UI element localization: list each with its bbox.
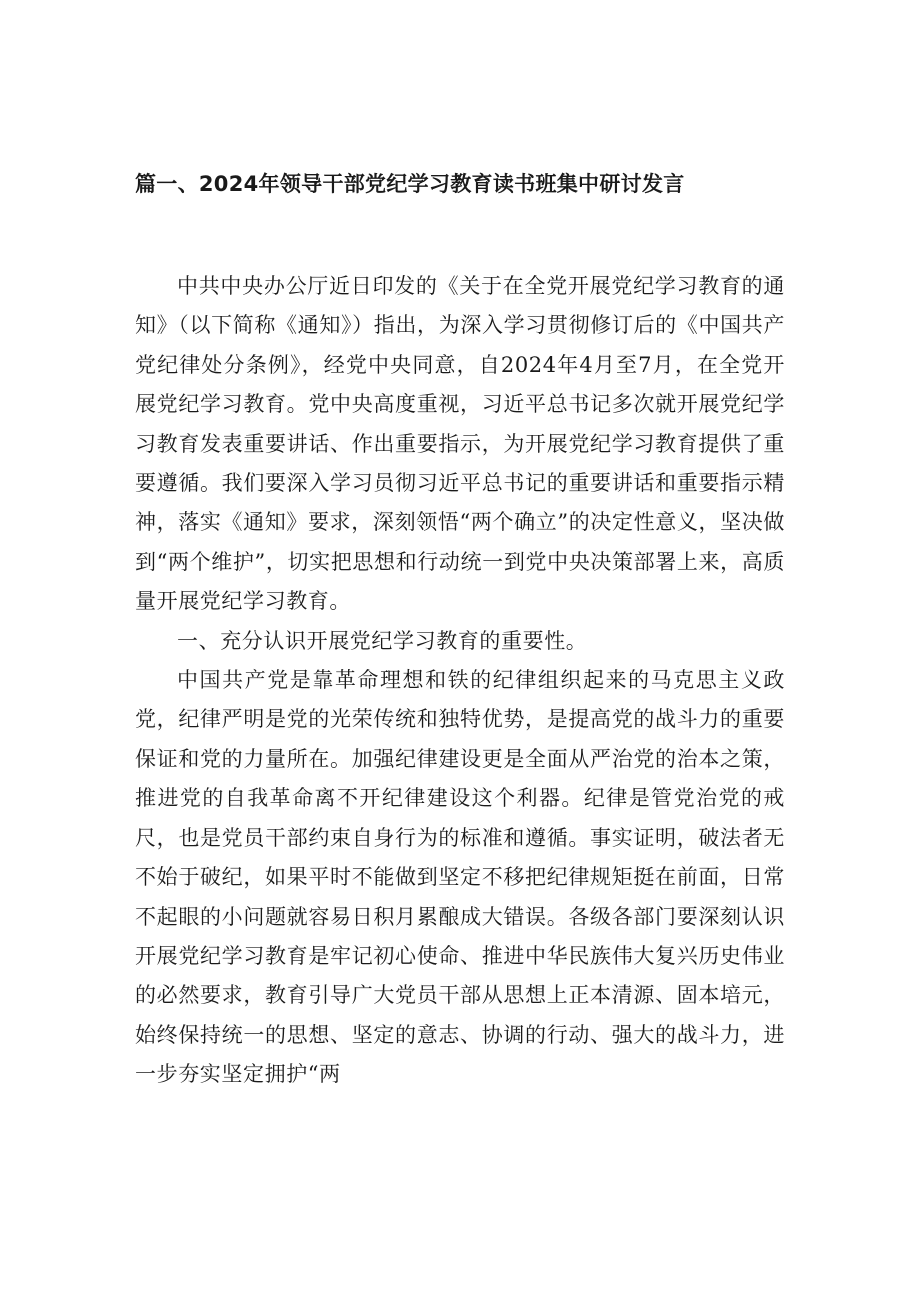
section-heading-1: 一、充分认识开展党纪学习教育的重要性。	[177, 628, 588, 653]
document-title: 篇一、2024年领导干部党纪学习教育读书班集中研讨发言	[135, 172, 685, 196]
document-body	[135, 267, 785, 1095]
paragraph-section-1: 中国共产党是靠革命理想和铁的纪律组织起来的马克思主义政党，纪律严明是党的光荣传统和独特优势，是提高党的战斗力的重要保证和党的力量所在。加强纪律建设更是全面从严治党的治本之策，推进党的自我革命离不开纪律建设这个利器。纪律是管党治党的戒尺，也是党员干部约束自身行为的标准和遵循。事实证明，破法者无不始于破纪，如果平时不能做到坚定不移把纪律规矩挺在前面，日常不起眼的小问题就容易日积月累酿成大错误。各级各部门要深刻认识开展党纪学习教育是牢记初心使命、推进中华民族伟大复兴历史伟业的必然要求，教育引导广大党员干部从思想上正本清源、固本培元，始终保持统一的思想、坚定的意志、协调的行动、强大的战斗力，进一步夯实坚定拥护“两	[135, 668, 785, 1087]
paragraph-intro: 中共中央办公厅近日印发的《关于在全党开展党纪学习教育的通知》（以下简称《通知》）指出，为深入学习贯彻修订后的《中国共产党纪律处分条例》，经党中央同意，自2024年4月至7月，在全党开展党纪学习教育。党中央高度重视，习近平总书记多次就开展党纪学习教育发表重要讲话、作出重要指示，为开展党纪学习教育提供了重要遵循。我们要深入学习员彻习近平总书记的重要讲话和重要指示精神，落实《通知》要求，深刻领悟“两个确立”的决定性意义，坚决做到“两个维护”，切实把思想和行动统一到党中央决策部署上来，高质量开展党纪学习教育。	[135, 274, 785, 614]
